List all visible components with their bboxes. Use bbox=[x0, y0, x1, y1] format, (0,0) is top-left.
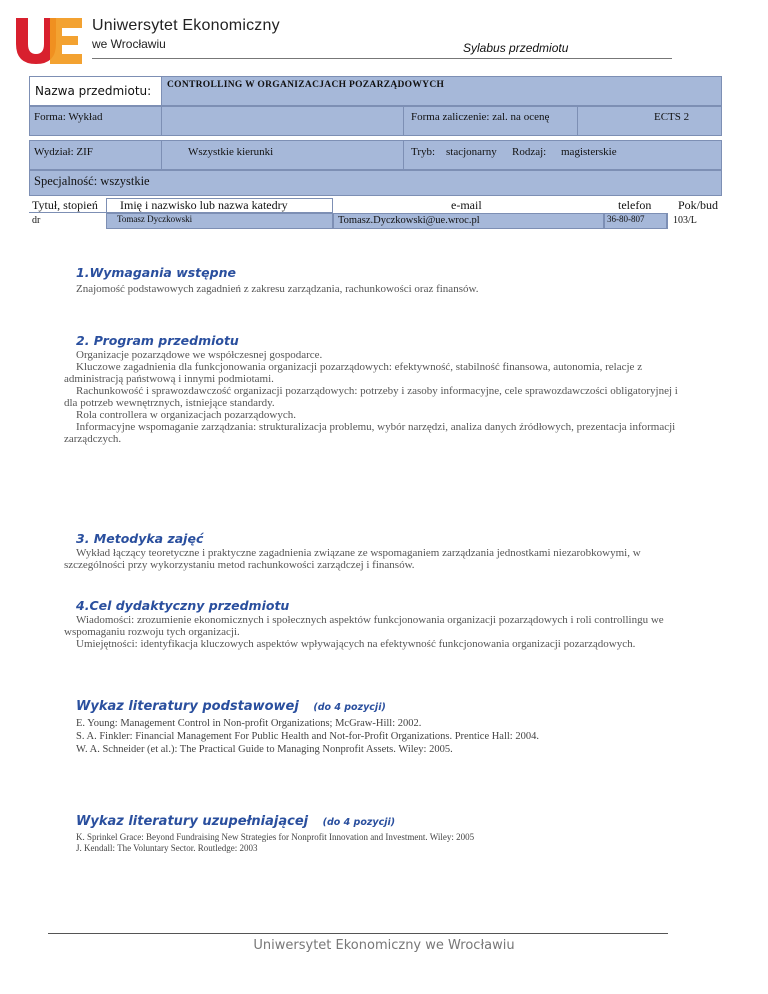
program-line: Informacyjne wspomaganie zarządzania: strukturalizacja problemu, wybór narzędzi, analiza danych źródłowych, prezentacja informacji bbox=[76, 421, 676, 433]
literature-basic-title-text: Wykaz literatury podstawowej bbox=[76, 699, 299, 714]
literature-extra-list bbox=[76, 832, 474, 854]
program-line: zarządczych. bbox=[64, 433, 122, 445]
ects-cell bbox=[577, 106, 722, 136]
goal-line: Umiejętności: identyfikacja kluczowych aspektów wpływających na efektywność funkcjonowania organizacji pozarządowych. bbox=[76, 638, 636, 650]
program-line: Organizacje pozarządowe we współczesnej gospodarce. bbox=[76, 349, 323, 361]
program-line: administracją państwową i innymi podmiotami. bbox=[64, 373, 274, 385]
course-name-value: CONTROLLING W ORGANIZACJACH POZARZĄDOWYCH bbox=[167, 80, 445, 90]
footer-text: Uniwersytet Ekonomiczny we Wrocławiu bbox=[253, 938, 515, 953]
kind-label: Rodzaj: bbox=[512, 146, 547, 158]
literature-extra-note: (do 4 pozycji) bbox=[322, 817, 396, 828]
value-title-cell bbox=[29, 213, 106, 229]
ects-text: ECTS 2 bbox=[654, 111, 690, 123]
kind-value: magisterskie bbox=[561, 146, 617, 158]
fields-text: Wszystkie kierunki bbox=[188, 146, 274, 158]
section-requirements-title: 1.Wymagania wstępne bbox=[76, 265, 236, 280]
mode-label: Tryb: bbox=[411, 146, 436, 158]
section-requirements-body bbox=[76, 283, 478, 295]
literature-extra-item: J. Kendall: The Voluntary Sector. Routledge: 2003 bbox=[76, 843, 258, 853]
specialty-text: Specjalność: wszystkie bbox=[34, 174, 150, 188]
literature-basic-note: (do 4 pozycji) bbox=[313, 702, 386, 713]
literature-basic-item: W. A. Schneider (et al.): The Practical Guide to Managing Nonprofit Assets. Wiley: 2005. bbox=[76, 744, 453, 755]
logo-letter-e bbox=[50, 18, 82, 64]
staff-title: dr bbox=[32, 215, 41, 226]
section-program-body bbox=[64, 349, 678, 445]
staff-email: Tomasz.Dyczkowski@ue.wroc.pl bbox=[338, 215, 480, 226]
university-logo bbox=[12, 14, 86, 64]
header-divider bbox=[92, 58, 672, 59]
section-goal-title: 4.Cel dydaktyczny przedmiotu bbox=[76, 598, 290, 613]
staff-header-room: Pok/bud bbox=[678, 198, 719, 212]
section-methods-body bbox=[64, 547, 641, 571]
program-line: dla potrzeb wewnętrznych, istniejące standardy. bbox=[64, 397, 275, 409]
program-line: Kluczowe zagadnienia dla funkcjonowania organizacji pozarządowych: efektywność, stabilność finansowa, autonomia, relacje z bbox=[76, 361, 643, 373]
faculty-text: Wydział: ZIF bbox=[34, 146, 93, 158]
staff-header-email: e-mail bbox=[451, 198, 482, 212]
program-line: Rachunkowość i sprawozdawczość organizacji pozarządowych: potrzeby i zasoby informacyjne, cele sprawozdawczości obligatoryjnej i bbox=[76, 385, 678, 397]
document-type: Sylabus przedmiotu bbox=[463, 41, 569, 55]
literature-basic-title bbox=[76, 699, 386, 714]
section-program-title: 2. Program przedmiotu bbox=[76, 333, 239, 348]
literature-basic-list bbox=[76, 717, 539, 756]
assessment-text: Forma zaliczenie: zal. na ocenę bbox=[411, 111, 550, 123]
form-empty-cell bbox=[161, 106, 404, 136]
footer-divider bbox=[48, 933, 668, 934]
goal-line: Wiadomości: zrozumienie ekonomicznych i społecznych aspektów funkcjonowania organizacji pozarządowych i roli controllingu we bbox=[76, 614, 664, 626]
course-name-label: Nazwa przedmiotu: bbox=[35, 84, 152, 98]
methods-line: szczególności przy wykorzystaniu metod rachunkowości zarządczej i finansów. bbox=[64, 559, 415, 571]
literature-basic-item: S. A. Finkler: Financial Management For Public Health and Not-for-Profit Organizations. Prentice Hall: 2004. bbox=[76, 731, 539, 742]
form-text: Forma: Wykład bbox=[34, 111, 103, 123]
section-methods-title: 3. Metodyka zajęć bbox=[76, 531, 204, 546]
mode-value: stacjonarny bbox=[446, 146, 497, 158]
literature-extra-title bbox=[76, 814, 395, 829]
program-line: Rola controllera w organizacjach pozarządowych. bbox=[76, 409, 296, 421]
university-name: Uniwersytet Ekonomiczny bbox=[92, 17, 280, 34]
staff-name: Tomasz Dyczkowski bbox=[117, 214, 193, 224]
requirements-line: Znajomość podstawowych zagadnień z zakresu zarządzania, rachunkowości oraz finansów. bbox=[76, 283, 479, 295]
methods-line: Wykład łączący teoretyczne i praktyczne zagadnienia związane ze wspomaganiem zarządzania jednostkami niezarobkowymi, w bbox=[76, 547, 641, 559]
staff-room: 103/L bbox=[673, 215, 697, 226]
literature-extra-item: K. Sprinkel Grace: Beyond Fundraising New Strategies for Nonprofit Innovation and Investment. Wiley: 2005 bbox=[76, 832, 475, 842]
literature-extra-title-text: Wykaz literatury uzupełniającej bbox=[76, 814, 309, 829]
goal-line: wspomaganiu rozwoju tych organizacji. bbox=[64, 626, 240, 638]
staff-phone: 36-80-807 bbox=[607, 214, 645, 224]
staff-header-title: Tytuł, stopień bbox=[32, 198, 98, 212]
section-goal-body bbox=[64, 614, 664, 650]
staff-header-phone: telefon bbox=[618, 198, 652, 212]
staff-header-name: Imię i nazwisko lub nazwa katedry bbox=[120, 198, 288, 212]
university-city: we Wrocławiu bbox=[92, 37, 166, 51]
literature-basic-item: E. Young: Management Control in Non-profit Organizations; McGraw-Hill: 2002. bbox=[76, 718, 422, 729]
